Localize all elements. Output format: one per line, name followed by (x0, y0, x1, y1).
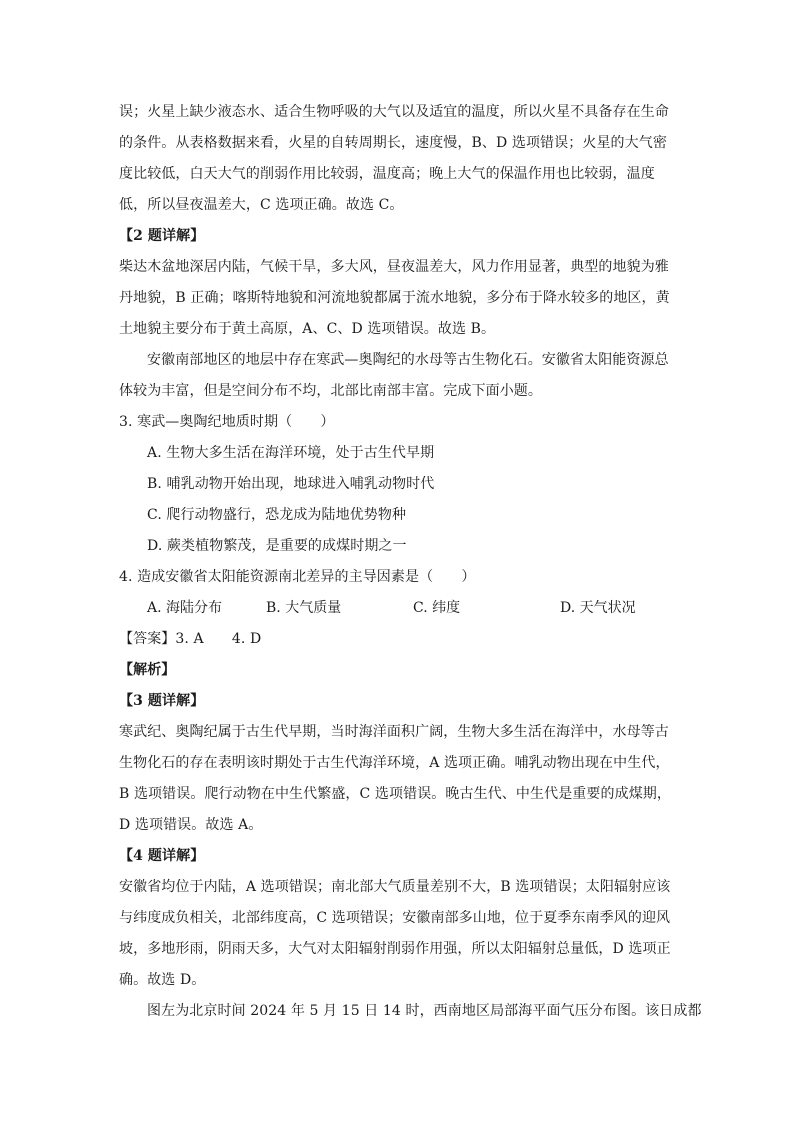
text-line: 土地貌主要分布于黄土高原，A、C、D 选项错误。故选 B。 (119, 321, 496, 337)
question-3: 3. 寒武—奥陶纪地质时期（ ） (119, 414, 335, 430)
text-line: 安徽省均位于内陆，A 选项错误；南北部大气质量差别不大，B 选项错误；太阳辐射应该 (119, 879, 671, 895)
text-line: 确。故选 D。 (119, 972, 206, 988)
q3-option-b: B. 哺乳动物开始出现，地球进入哺乳动物时代 (147, 476, 435, 492)
text-line: 生物化石的存在表明该时期处于古生代海洋环境，A 选项正确。哺乳动物出现在中生代， (119, 755, 670, 771)
question-4: 4. 造成安徽省太阳能资源南北差异的主导因素是（ ） (119, 569, 476, 585)
text-line: 体较为丰富，但是空间分布不均，北部比南部丰富。完成下面小题。 (119, 383, 542, 399)
passage-intro-next: 图左为北京时间 2024 年 5 月 15 日 14 时，西南地区局部海平面气压分布图。该日成都 (147, 1003, 702, 1019)
text-line: 坡，多地形雨，阴雨天多，大气对太阳辐射削弱作用强，所以太阳辐射总量低，D 选项正 (119, 941, 671, 957)
section-heading-q2: 【2 题详解】 (119, 228, 205, 244)
text-line: 度比较低，白天大气的削弱作用比较弱，温度高；晚上大气的保温作用也比较弱，温度 (119, 166, 655, 182)
q3-option-d: D. 蕨类植物繁茂，是重要的成煤时期之一 (147, 538, 407, 554)
q4-option-b: B. 大气质量 (266, 600, 342, 616)
text-line: 低，所以昼夜温差大，C 选项正确。故选 C。 (119, 197, 404, 213)
q4-option-c: C. 纬度 (413, 600, 461, 616)
text-line: 柴达木盆地深居内陆，气候干旱，多大风，昼夜温差大，风力作用显著，典型的地貌为雅 (119, 259, 669, 275)
text-line: B 选项错误。爬行动物在中生代繁盛，C 选项错误。晚古生代、中生代是重要的成煤期， (119, 786, 671, 802)
passage-intro: 安徽南部地区的地层中存在寒武—奥陶纪的水母等古生物化石。安徽省太阳能资源总 (147, 352, 669, 368)
text-line: 寒武纪、奥陶纪属于古生代早期，当时海洋面积广阔，生物大多生活在海洋中，水母等古 (119, 724, 669, 740)
text-line: 丹地貌，B 正确；喀斯特地貌和河流地貌都属于流水地貌，多分布于降水较多的地区，黄 (119, 290, 670, 306)
section-heading-q4: 【4 题详解】 (119, 848, 205, 864)
q4-option-d: D. 天气状况 (560, 600, 636, 616)
section-heading-q3: 【3 题详解】 (119, 693, 205, 709)
q3-option-c: C. 爬行动物盛行，恐龙成为陆地优势物种 (147, 507, 407, 523)
q3-option-a: A. 生物大多生活在海洋环境，处于古生代早期 (147, 445, 435, 461)
text-line: 与纬度成负相关，北部纬度高，C 选项错误；安徽南部多山地，位于夏季东南季风的迎风 (119, 910, 671, 926)
text-line: D 选项错误。故选 A。 (119, 817, 263, 833)
answer-line: 【答案】3. A 4. D (119, 631, 262, 647)
analysis-heading: 【解析】 (119, 662, 176, 678)
text-line: 误；火星上缺少液态水、适合生物呼吸的大气以及适宜的温度，所以火星不具备存在生命 (119, 104, 669, 120)
q4-option-a: A. 海陆分布 (147, 600, 223, 616)
text-line: 的条件。从表格数据来看，火星的自转周期长，速度慢，B、D 选项错误；火星的大气密 (119, 135, 667, 151)
